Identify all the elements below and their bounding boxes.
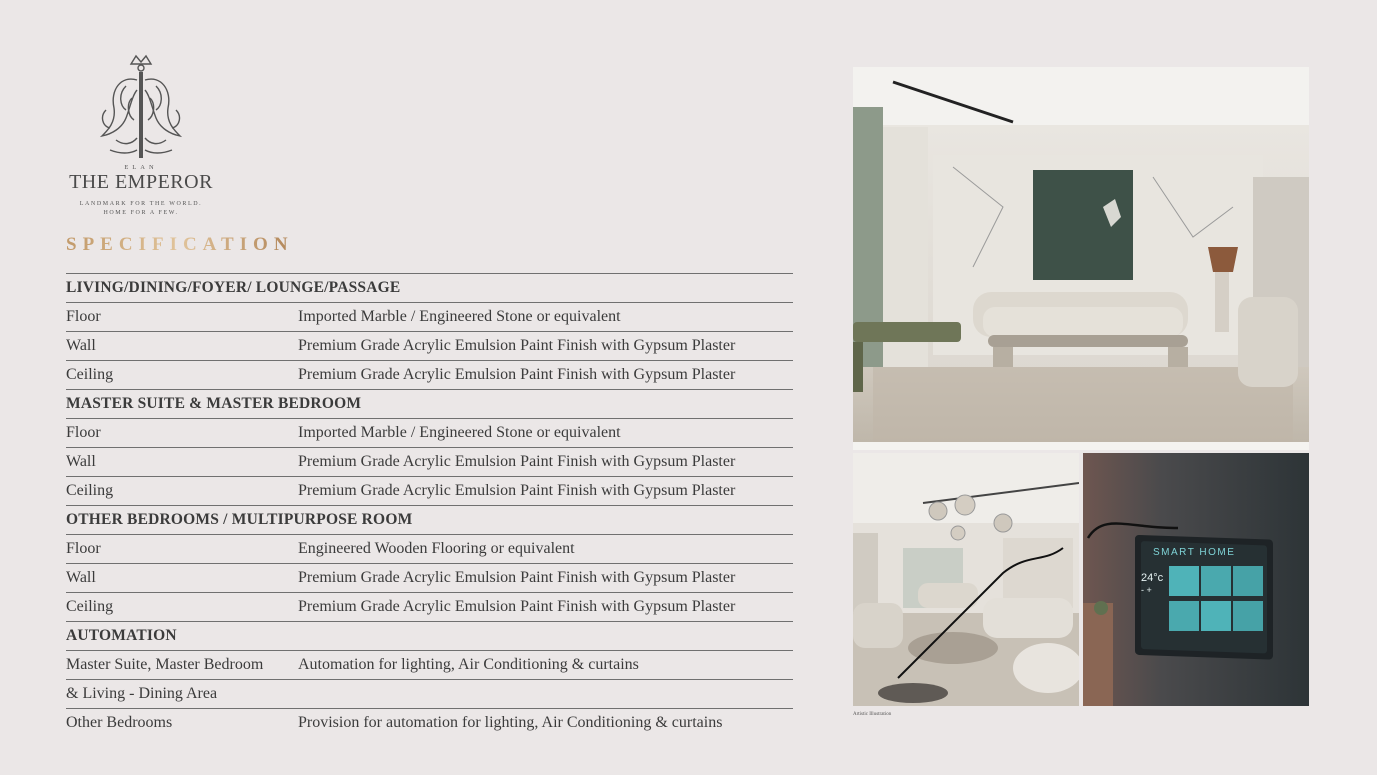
brand-line: ELAN bbox=[124, 164, 158, 171]
row-value: Engineered Wooden Flooring or equivalent bbox=[298, 540, 575, 557]
row-label: & Living - Dining Area bbox=[66, 685, 218, 702]
row-value: Imported Marble / Engineered Stone or equivalent bbox=[298, 424, 621, 441]
row-label: Wall bbox=[66, 453, 96, 470]
solar-panel-icon[interactable] bbox=[1169, 601, 1199, 631]
section-heading: LIVING/DINING/FOYER/ LOUNGE/PASSAGE bbox=[66, 274, 793, 303]
smart-home-image bbox=[1083, 453, 1309, 706]
bulb-icon[interactable] bbox=[1169, 566, 1199, 596]
illustration-note: Artistic Illustration bbox=[853, 712, 892, 717]
row-value: Premium Grade Acrylic Emulsion Paint Finish with Gypsum Plaster bbox=[298, 598, 736, 615]
table-row bbox=[66, 680, 793, 709]
row-value: Provision for automation for lighting, Air Conditioning & curtains bbox=[298, 714, 723, 731]
battery-icon[interactable] bbox=[1233, 566, 1263, 596]
row-label: Wall bbox=[66, 337, 96, 354]
tagline-line-2: HOME FOR A FEW. bbox=[103, 210, 179, 216]
section-heading: AUTOMATION bbox=[66, 622, 793, 651]
specification-table bbox=[66, 273, 793, 737]
tagline-line-1: LANDMARK FOR THE WORLD. bbox=[79, 201, 203, 207]
car-charging-icon[interactable] bbox=[1233, 601, 1263, 631]
temperature-readout: 24°c bbox=[1141, 572, 1164, 584]
brand-name: THE EMPEROR bbox=[69, 171, 213, 193]
row-value: Premium Grade Acrylic Emulsion Paint Finish with Gypsum Plaster bbox=[298, 337, 736, 354]
living-room-image bbox=[853, 67, 1309, 450]
section-heading: OTHER BEDROOMS / MULTIPURPOSE ROOM bbox=[66, 506, 793, 535]
row-label: Ceiling bbox=[66, 366, 114, 383]
row-label: Wall bbox=[66, 569, 96, 586]
row-value: Premium Grade Acrylic Emulsion Paint Finish with Gypsum Plaster bbox=[298, 569, 736, 586]
row-value: Automation for lighting, Air Conditioning & curtains bbox=[298, 656, 639, 673]
row-label: Ceiling bbox=[66, 598, 114, 615]
table-row bbox=[66, 593, 793, 622]
table-row bbox=[66, 448, 793, 477]
row-label: Other Bedrooms bbox=[66, 714, 173, 731]
table-row bbox=[66, 303, 793, 332]
brand-tagline bbox=[66, 200, 216, 218]
table-row bbox=[66, 477, 793, 506]
table-row bbox=[66, 564, 793, 593]
row-value: Premium Grade Acrylic Emulsion Paint Finish with Gypsum Plaster bbox=[298, 482, 736, 499]
row-value: Premium Grade Acrylic Emulsion Paint Finish with Gypsum Plaster bbox=[298, 453, 736, 470]
specification-title: SPECIFICATION bbox=[66, 234, 294, 255]
crest-logo-icon bbox=[96, 50, 186, 162]
row-label: Master Suite, Master Bedroom bbox=[66, 656, 264, 673]
temperature-controls: - + bbox=[1141, 585, 1152, 595]
table-row bbox=[66, 651, 793, 680]
row-label: Ceiling bbox=[66, 482, 114, 499]
row-label: Floor bbox=[66, 540, 101, 557]
table-row bbox=[66, 419, 793, 448]
sliders-icon[interactable] bbox=[1201, 601, 1231, 631]
table-row bbox=[66, 709, 793, 737]
section-heading: MASTER SUITE & MASTER BEDROOM bbox=[66, 390, 793, 419]
lounge-image bbox=[853, 453, 1079, 706]
row-value: Premium Grade Acrylic Emulsion Paint Finish with Gypsum Plaster bbox=[298, 366, 736, 383]
chart-icon[interactable] bbox=[1201, 566, 1231, 596]
row-label: Floor bbox=[66, 308, 101, 325]
row-value: Imported Marble / Engineered Stone or equivalent bbox=[298, 308, 621, 325]
table-row bbox=[66, 535, 793, 564]
table-row bbox=[66, 361, 793, 390]
brand-block bbox=[66, 50, 216, 218]
smart-home-title: SMART HOME bbox=[1153, 547, 1236, 558]
table-row bbox=[66, 332, 793, 361]
row-label: Floor bbox=[66, 424, 101, 441]
